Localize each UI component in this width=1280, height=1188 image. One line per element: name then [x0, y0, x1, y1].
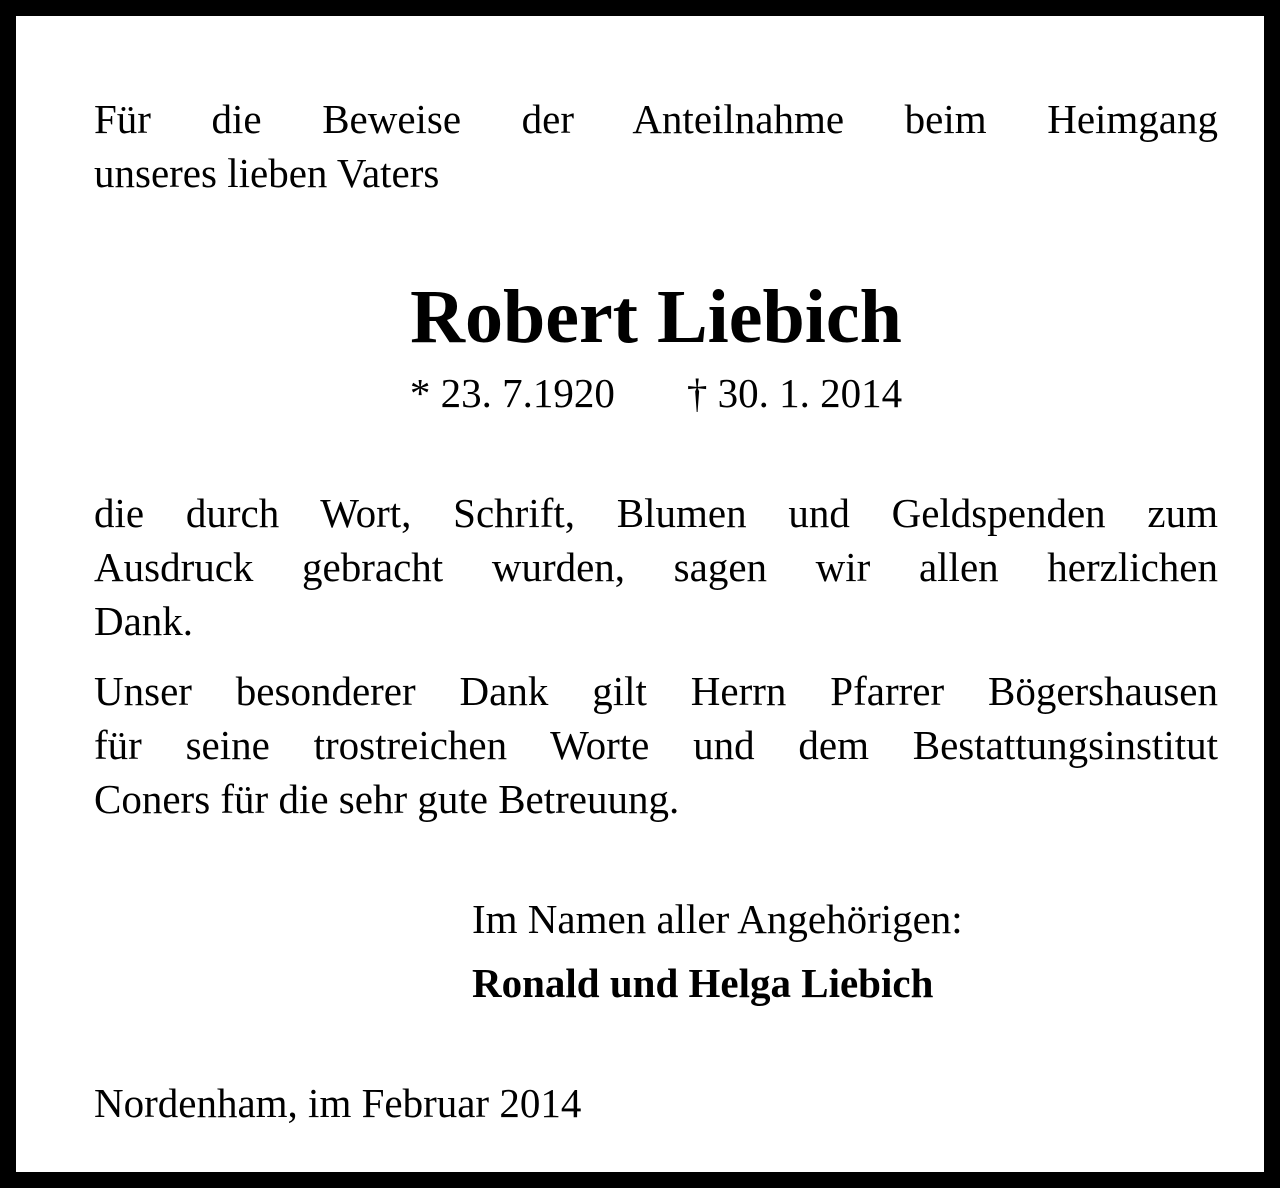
life-dates: [16, 366, 1280, 420]
special-line: Unser besonderer Dank gilt Herrn Pfarrer Bögershausen: [94, 668, 1218, 714]
intro-line: unseres lieben Vaters: [94, 150, 440, 196]
deceased-name: Robert Liebich: [410, 275, 902, 359]
signoff-label: Im Namen aller Angehörigen:: [472, 896, 963, 942]
special-thanks-paragraph: [94, 664, 1218, 826]
intro-line: Für die Beweise der Anteilnahme beim Heimgang: [94, 96, 1218, 142]
special-line: für seine trostreichen Worte und dem Bestattungsinstitut: [94, 722, 1218, 768]
birth-date: * 23. 7.1920: [409, 370, 615, 416]
thanks-line: Dank.: [94, 598, 194, 644]
signoff-names: Ronald und Helga Liebich: [472, 960, 934, 1006]
place-date: Nordenham, im Februar 2014: [94, 1080, 582, 1126]
intro-paragraph: [94, 92, 1218, 200]
thanks-line: die durch Wort, Schrift, Blumen und Geldspenden zum: [94, 490, 1218, 536]
death-date: † 30. 1. 2014: [686, 370, 903, 416]
thanks-paragraph: [94, 486, 1218, 648]
special-line: Coners für die sehr gute Betreuung.: [94, 776, 680, 822]
thanks-line: Ausdruck gebracht wurden, sagen wir allen herzlichen: [94, 544, 1218, 590]
